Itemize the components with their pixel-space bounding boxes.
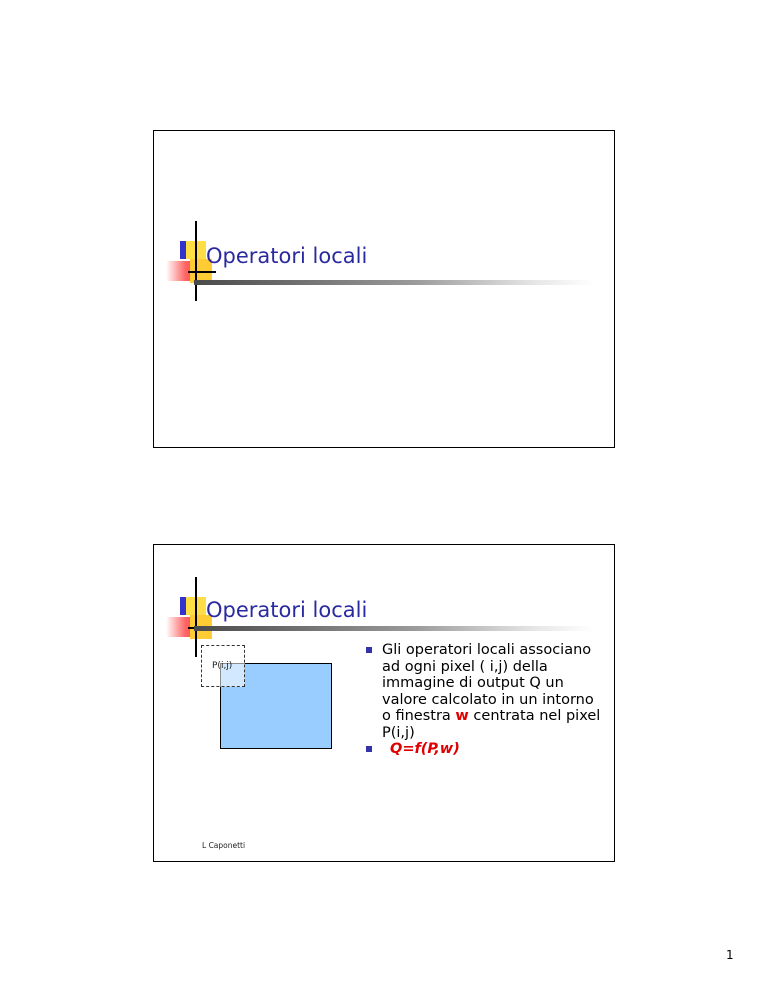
bullet-list: [366, 642, 606, 758]
bullet-marker-icon: [366, 647, 372, 653]
bullet-marker-icon: [366, 746, 372, 752]
formula: Q=f(P,w): [390, 741, 460, 757]
title-underline: [194, 626, 594, 631]
bullet-text: Gli operatori locali associano ad ogni pixel ( i,j) della immagine di output Q un valore calcolato in un intorno o finestra: [382, 642, 594, 724]
bullet-item: [366, 741, 606, 758]
title-underline: [194, 280, 594, 285]
local-window-diagram: [201, 645, 341, 755]
bullet-item: [366, 642, 606, 741]
slide-2: [153, 544, 615, 862]
bullet-text-end: centrata nel pixel P(i,j): [382, 708, 601, 741]
slide-1-title: Operatori locali: [206, 244, 368, 268]
window-label: P(i,j): [212, 661, 233, 671]
window-rectangle: [201, 645, 245, 687]
slide-1: [153, 130, 615, 448]
window-variable: w: [455, 708, 469, 724]
slide-footer: L Caponetti: [202, 841, 246, 850]
slide-2-title: Operatori locali: [206, 598, 368, 622]
page-number: 1: [726, 948, 734, 962]
